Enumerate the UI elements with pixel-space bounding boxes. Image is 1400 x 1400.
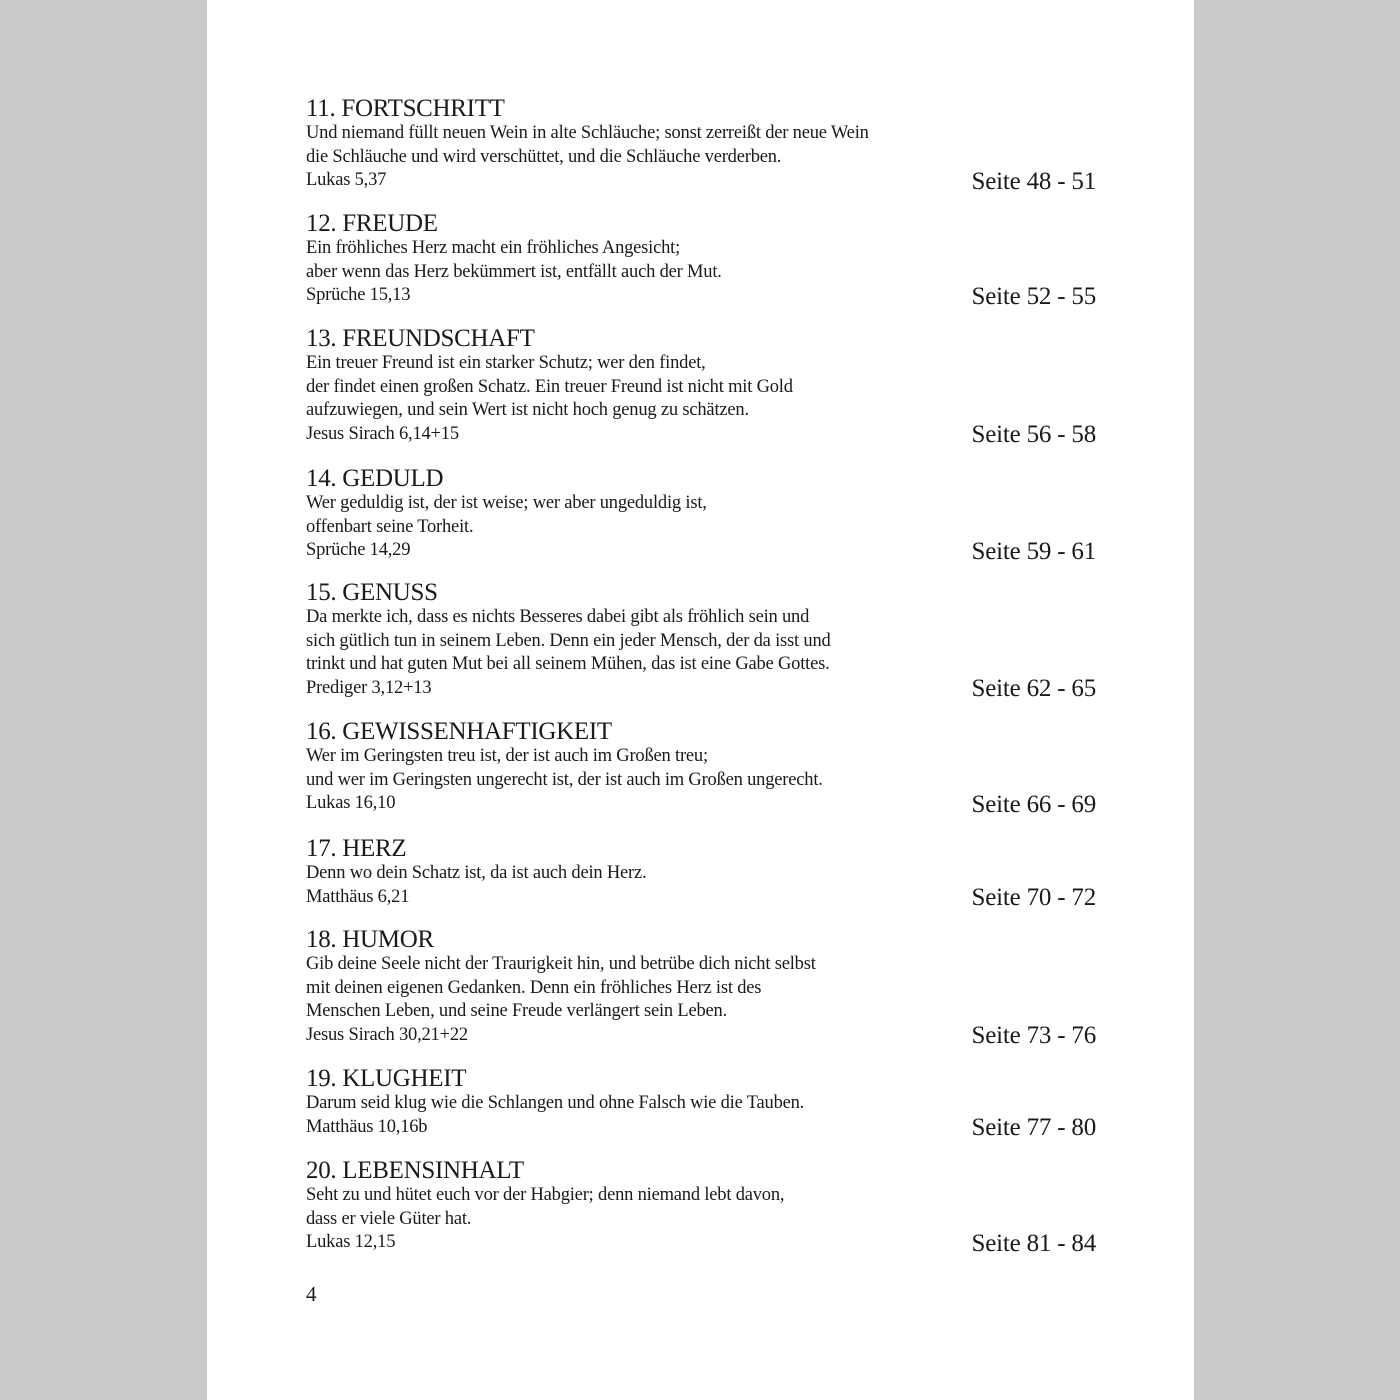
entry-reference-row [306,539,1096,563]
entry-page-range: Seite 52 - 55 [971,282,1096,310]
entry-verse-line: Gib deine Seele nicht der Traurigkeit hin, und betrübe dich nicht selbst [306,954,816,974]
entry-verse-line: mit deinen eigenen Gedanken. Denn ein fröhliches Herz ist des [306,977,762,998]
toc-entry-gewissenhaftigkeit [306,719,1096,816]
entry-verse-line: der findet einen großen Schatz. Ein treuer Freund ist nicht mit Gold [306,376,793,397]
entry-verse-line: aufzuwiegen, und sein Wert ist nicht hoch genug zu schätzen. [306,400,749,420]
entry-title: 14. GEDULD [306,465,444,492]
entry-verse-line: Denn wo dein Schatz ist, da ist auch dein Herz. [306,863,647,883]
entry-page-range: Seite 77 - 80 [971,1114,1096,1141]
toc-entry-lebensinhalt [306,1158,1096,1255]
entry-reference: Matthäus 6,21 [306,886,410,907]
entry-verse-line: Seht zu und hütet euch vor der Habgier; denn niemand lebt davon, [306,1185,785,1205]
entry-reference-row [306,677,1096,701]
entry-verse-line: Ein treuer Freund ist ein starker Schutz; wer den findet, [306,353,706,373]
entry-title: 12. FREUDE [306,210,438,237]
entry-page-range: Seite 81 - 84 [971,1229,1096,1257]
entry-reference-row [306,169,1096,193]
toc-entry-fortschritt [306,96,1096,193]
entry-reference-row [306,284,1096,308]
entry-verse-line: Darum seid klug wie die Schlangen und ohne Falsch wie die Tauben. [306,1093,805,1113]
entry-page-range: Seite 48 - 51 [971,167,1096,195]
entry-reference: Lukas 16,10 [306,793,396,813]
entry-verse-line: die Schläuche und wird verschüttet, und die Schläuche verderben. [306,146,782,167]
entry-page-range: Seite 70 - 72 [971,884,1096,911]
entry-verse-line: Wer im Geringsten treu ist, der ist auch im Großen treu; [306,746,708,766]
entry-page-range: Seite 66 - 69 [971,790,1096,818]
entry-title: 19. KLUGHEIT [306,1065,467,1092]
toc-entry-freude [306,211,1096,308]
entry-verse-line: Da merkte ich, dass es nichts Besseres dabei gibt als fröhlich sein und [306,607,810,627]
entry-reference: Matthäus 10,16b [306,1116,428,1137]
entry-reference: Prediger 3,12+13 [306,677,432,698]
entry-title: 11. FORTSCHRITT [306,95,505,122]
entry-title: 17. HERZ [306,835,407,862]
entry-title: 15. GENUSS [306,579,438,606]
toc-entry-herz [306,836,1096,909]
entry-page-range: Seite 62 - 65 [971,675,1096,702]
entry-title: 16. GEWISSENHAFTIGKEIT [306,718,612,745]
entry-reference-row [306,1231,1096,1255]
entry-verse-line: trinkt und hat guten Mut bei all seinem Mühen, das ist eine Gabe Gottes. [306,654,830,674]
toc-entry-humor [306,927,1096,1047]
entry-verse-line: sich gütlich tun in seinem Leben. Denn ein jeder Mensch, der da isst und [306,630,831,651]
toc-entry-freundschaft [306,326,1096,446]
entry-page-range: Seite 73 - 76 [971,1022,1096,1049]
entry-reference: Jesus Sirach 30,21+22 [306,1024,468,1045]
entry-reference: Sprüche 14,29 [306,540,411,560]
entry-verse-line: aber wenn das Herz bekümmert ist, entfällt auch der Mut. [306,261,722,282]
entry-reference: Lukas 5,37 [306,170,387,190]
entry-title: 18. HUMOR [306,926,434,953]
entry-reference: Lukas 12,15 [306,1232,396,1252]
entry-verse-line: offenbart seine Torheit. [306,516,474,537]
page-number: 4 [306,1282,317,1306]
entry-verse-line: dass er viele Güter hat. [306,1208,472,1229]
entry-reference: Sprüche 15,13 [306,285,411,305]
entry-reference: Jesus Sirach 6,14+15 [306,423,459,444]
entry-verse-line: Und niemand füllt neuen Wein in alte Schläuche; sonst zerreißt der neue Wein [306,123,869,143]
entry-page-range: Seite 56 - 58 [971,421,1096,448]
entry-reference-row [306,423,1096,447]
toc-entry-genuss [306,580,1096,700]
entry-reference-row [306,1024,1096,1048]
entry-title: 20. LEBENSINHALT [306,1157,524,1184]
entry-reference-row [306,886,1096,910]
toc-entry-geduld [306,466,1096,563]
entry-verse-line: Menschen Leben, und seine Freude verlängert sein Leben. [306,1001,728,1021]
entry-title: 13. FREUNDSCHAFT [306,325,535,352]
entry-verse-line: Ein fröhliches Herz macht ein fröhliches Angesicht; [306,238,681,258]
entry-reference-row [306,1116,1096,1140]
entry-reference-row [306,792,1096,816]
entry-verse-line: Wer geduldig ist, der ist weise; wer aber ungeduldig ist, [306,493,707,513]
toc-entry-klugheit [306,1066,1096,1139]
entry-page-range: Seite 59 - 61 [971,537,1096,565]
entry-verse-line: und wer im Geringsten ungerecht ist, der ist auch im Großen ungerecht. [306,769,823,790]
